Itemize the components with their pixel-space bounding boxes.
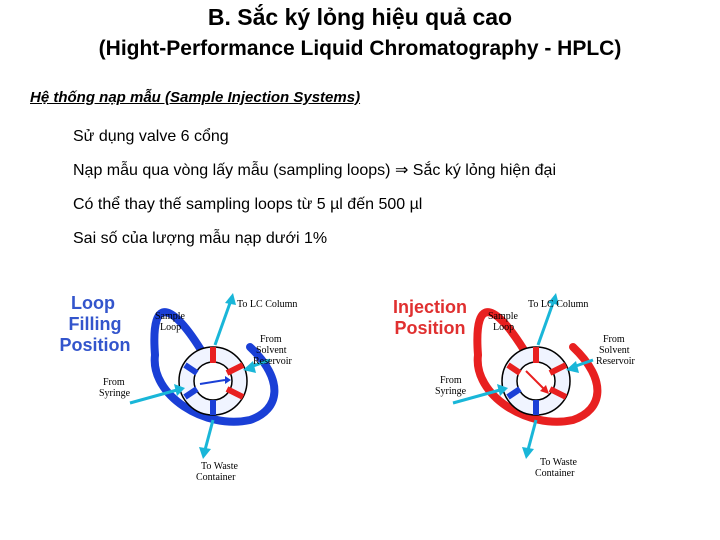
label-to-lc-column: To LC Column xyxy=(528,299,589,310)
page-subtitle: (Hight-Performance Liquid Chromatography - HPLC) xyxy=(98,37,622,60)
section-heading: Hệ thống nạp mẫu (Sample Injection Systems) xyxy=(30,89,361,106)
loop-filling-diagram xyxy=(55,285,315,485)
label-syringe: Syringe xyxy=(99,388,131,399)
label-container: Container xyxy=(535,468,575,479)
arrow-to-column xyxy=(215,303,230,345)
label-from-2: From xyxy=(103,377,125,388)
bullet-item: Nạp mẫu qua vòng lấy mẫu (sampling loops) ⇒ Sắc ký lỏng hiện đại xyxy=(73,162,556,179)
loop-filling-title-3: Position xyxy=(59,335,131,355)
label-from-2: From xyxy=(440,375,462,386)
label-from-1: From xyxy=(603,334,625,345)
injection-diagram xyxy=(378,285,638,485)
label-solvent: Solvent xyxy=(599,345,630,356)
label-sample: Sample xyxy=(155,311,185,322)
bullet-list xyxy=(73,127,556,263)
bullet-item: Có thể thay thế sampling loops từ 5 µl đến 500 µl xyxy=(73,196,423,213)
label-sample: Sample xyxy=(488,311,518,322)
label-reservoir: Reservoir xyxy=(253,356,292,367)
label-syringe: Syringe xyxy=(435,386,467,397)
label-to-waste: To Waste xyxy=(201,461,238,472)
arrow-to-waste xyxy=(528,420,536,450)
page-title: B. Sắc ký lỏng hiệu quả cao xyxy=(207,4,513,30)
label-to-waste: To Waste xyxy=(540,457,577,468)
label-loop: Loop xyxy=(160,322,182,333)
injection-title-1: Injection xyxy=(392,297,468,317)
loop-filling-title-1: Loop xyxy=(71,293,115,313)
arrowhead xyxy=(225,293,236,305)
arrowhead xyxy=(522,447,534,459)
injection-svg xyxy=(378,285,638,485)
label-to-lc-column: To LC Column xyxy=(237,299,298,310)
label-from-1: From xyxy=(260,334,282,345)
label-solvent: Solvent xyxy=(256,345,287,356)
bullet-item: Sai số của lượng mẫu nạp dưới 1% xyxy=(73,230,328,247)
arrow-to-waste xyxy=(205,420,213,450)
loop-filling-title-2: Filling xyxy=(68,314,122,334)
loop-filling-svg xyxy=(55,285,315,485)
injection-title-2: Position xyxy=(394,318,466,338)
arrowhead xyxy=(199,447,211,459)
label-reservoir: Reservoir xyxy=(596,356,635,367)
label-loop: Loop xyxy=(493,322,515,333)
bullet-item: Sử dụng valve 6 cổng xyxy=(73,128,229,145)
label-container: Container xyxy=(196,472,236,483)
